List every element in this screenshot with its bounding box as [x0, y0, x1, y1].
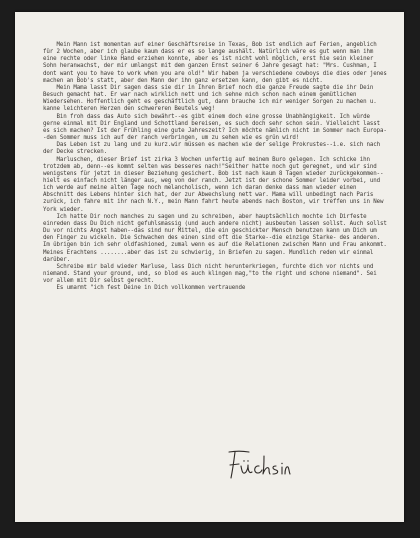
letter-paragraph: Marluschen, dieser Brief ist zirka 3 Wochen unfertig auf meinem Buro gelegen. Ich schicke ihn trotzdem ab, denn--es kommt selten was besseres nach!"Seither hatte noch gut geregnet, und wir sind wenigstens für jetzt in dieser Beziehung gesichert. Bob ist nach kaum 8 Tagen wieder zurückgekommen--hielt es einfach nicht länger aus, weg von der ranch. Jetzt ist der schone Sommer leider vorbei, und ich werde auf meine alten Tage noch melancholisch, wenn ich daran denke dass man wieder einen Abschnitt des Lebens hinter sich hat, der zur Abwechslung nett war. Mama will unbedingt nach Paris zurück, ich fahre mit ihr nach N.Y., mein Mann fahrt heute abends nach Boston, wir treffen uns in New York wieder.	[43, 156, 387, 213]
letter-page	[15, 12, 404, 522]
letter-paragraph: Mein Mama lasst Dir sagen dass sie dir in Ihren Brief noch die ganze Freude sagte die ihr Dein Besuch gemacht hat. Er war nach wirklich nett und ich sehne mich schon nach einem gemütlichen Wiedersehen. Hoffentlich geht es geschäftlich gut, dann brauche ich mir weniger Sorgen zu machen u. kanne leichteren Herzen den schwereren Beutels weg!	[43, 84, 381, 113]
letter-paragraph: Mein Mann ist momentan auf einer Geschäftsreise in Texas, Bob ist endlich auf Ferien, angeblich für 2 Wochen, aber ich glaube kaum dass er es so lange aushält. Natürlich wäre es gut wenn man ihm eine rechte oder linke Hand erziehen konnte, aber es ist nicht wohl möglich, erst hie sein kleiner Sohn heranwachst, der mir umlangst mit dem ganzen Ernst seiner 6 Jahre gesagt hat: "Mrs. Cushman, I dont want you to have to work when you are old!" Wir haben ja verschiedene cowboys die dies oder jenes machen an Bob's statt, aber den Mann der ihn ganz ersetzen kann, den gibt es nicht.	[43, 42, 391, 84]
letter-paragraph: Schreibe mir bald wieder Marluse, lass Dich nicht herunterkriegen, furchte dich vor nichts und niemand. Stand your ground, und, so blod es auch klingen mag,"to the right und schone niemand". Sei vor allem mit Dir selbst gerecht.	[43, 263, 381, 285]
letter-paragraph: Das Leben ist zu lang und zu kurz.wir müssen es machen wie der selige Prokrustes--i.e. sich nach der Decke strecken.	[43, 142, 384, 156]
letter-paragraph: Bin froh dass das Auto sich bewährt--es gibt einem doch eine grosse Unabhängigkeit. Ich würde gerne einmal mit Dir England und Schottland bereisen, es such doch sehr schon sein. Vielleicht lasst es sich machen? Ist der Frühling eine gute Jahreszeit? Ich möchte nämlich nicht im Sommer nach Europa--den Sommer muss ich auf der ranch verbringen, um zu sehen wie es grün wird!	[43, 113, 387, 142]
handwritten-signature	[221, 448, 291, 484]
letter-paragraph: Ich hatte Dir noch manches zu sagen und zu schreiben, aber hauptsächlich mochte ich Dirfeste einreden dass Du Dich nicht gefuhlsmassig (und auch andere nicht) ausbeuten lassen sollst. Auch sollst Du vor nichts Angst haben--das sind nur Mittel, die ein geschickter Mensch benutzen kann um Dich um den Finger zu wickeln. Die Schwachen des einen sind oft die Starke--die einzige Starke- des anderen. Im übrigen bin ich sehr oldfashioned, zumal wenn es auf die Relationen zwischen Mann und Frau ankommt. Meines Erachtens ........aber das ist zu schwierig, in Briefen zu sagen. Mundlich reden wir einmal darüber.	[43, 213, 391, 263]
letter-body	[43, 42, 389, 292]
letter-closing: Es umarmt "ich fest Deine in Dich vollkommen vertrauende	[43, 285, 246, 292]
